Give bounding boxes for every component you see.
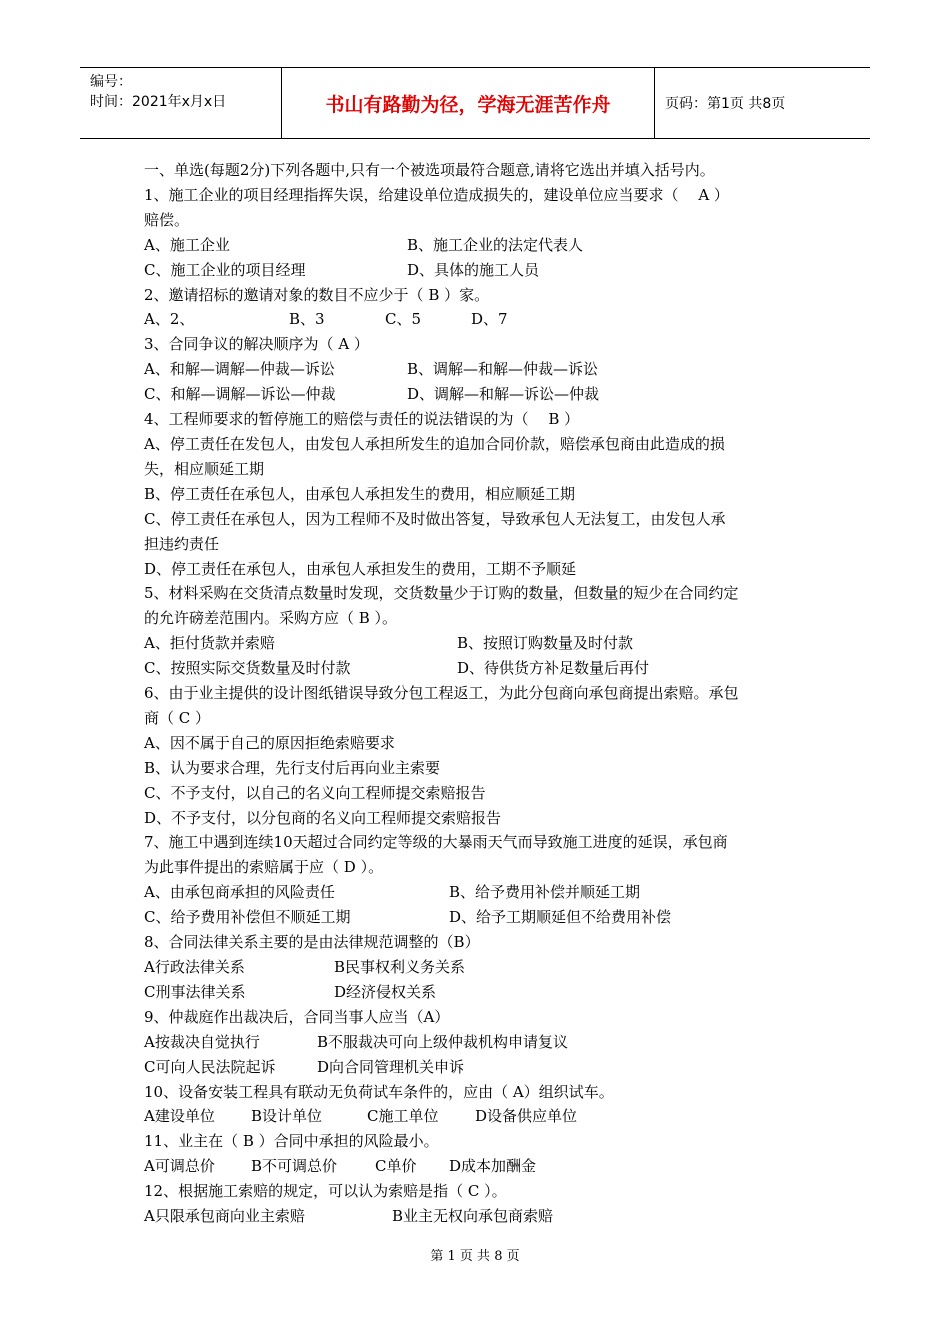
option-item: B、按照订购数量及时付款	[457, 634, 634, 653]
question-line: 一、单选(每题2分)下列各题中,只有一个被选项最符合题意,请将它选出并填入括号内。	[144, 161, 715, 179]
option-row	[144, 382, 810, 407]
option-item: D、7	[471, 310, 508, 329]
question-line: B、认为要求合理，先行支付后再向业主索要	[144, 758, 441, 777]
option-item: D、调解—和解—诉讼—仲裁	[407, 385, 600, 404]
option-item: B设计单位	[251, 1107, 323, 1126]
question-line: C、不予支付，以自己的名义向工程师提交索赔报告	[144, 783, 486, 802]
option-item: A、拒付货款并索赔	[144, 634, 275, 653]
option-item: A建设单位	[144, 1107, 215, 1126]
option-item: B业主无权向承包商索赔	[392, 1207, 554, 1226]
option-item: B民事权利义务关系	[334, 958, 466, 976]
question-line: 3、合同争议的解决顺序为（ A ）	[144, 335, 369, 354]
option-item: B不服裁决可向上级仲裁机构申请复议	[317, 1032, 569, 1051]
question-line: 2、邀请招标的邀请对象的数目不应少于（ B ）家。	[144, 285, 490, 304]
option-row	[144, 631, 810, 656]
option-item: D、给予工期顺延但不给费用补偿	[449, 908, 672, 927]
option-item: C可向人民法院起诉	[144, 1057, 276, 1076]
option-row	[144, 656, 810, 681]
option-item: B、施工企业的法定代表人	[407, 235, 584, 254]
question-line: 担违约责任	[144, 534, 220, 553]
option-item: D向合同管理机关申诉	[317, 1057, 465, 1076]
option-row	[144, 1154, 810, 1179]
question-line: 的允许磅差范围内。采购方应（ B ）。	[144, 609, 398, 628]
option-row	[144, 1055, 810, 1080]
question-line: 4、工程师要求的暂停施工的赔偿与责任的说法错误的为（ B ）	[144, 410, 580, 429]
option-row	[144, 980, 810, 1005]
question-line: B、停工责任在承包人，由承包人承担发生的费用，相应顺延工期	[144, 484, 576, 503]
question-line: 为此事件提出的索赔属于应（ D ）。	[144, 858, 384, 877]
option-row	[144, 955, 810, 980]
question-line: 失，相应顺延工期	[144, 459, 265, 478]
option-item: C施工单位	[367, 1107, 439, 1126]
option-item: C、施工企业的项目经理	[144, 260, 306, 279]
option-item: C刑事法律关系	[144, 982, 246, 1001]
option-item: C、给予费用补偿但不顺延工期	[144, 908, 351, 927]
question-line: 6、由于业主提供的设计图纸错误导致分包工程返工，为此分包商向承包商提出索赔。承包	[144, 684, 739, 703]
option-item: B不可调总价	[251, 1157, 338, 1176]
option-item: A、2、	[144, 310, 195, 329]
option-item: A、施工企业	[144, 235, 230, 254]
question-line: 12、根据施工索赔的规定，可以认为索赔是指（ C ）。	[144, 1182, 507, 1201]
question-line: 5、材料采购在交货清点数量时发现，交货数量少于订购的数量，但数量的短少在合同约定	[144, 584, 739, 603]
option-row	[144, 233, 810, 258]
question-line: 10、设备安装工程具有联动无负荷试车条件的，应由（ A）组织试车。	[144, 1082, 614, 1101]
option-item: D、具体的施工人员	[407, 260, 540, 279]
question-line: D、停工责任在承包人，由承包人承担发生的费用，工期不予顺延	[144, 559, 577, 578]
option-item: A只限承包商向业主索赔	[144, 1207, 305, 1226]
option-row	[144, 357, 810, 382]
option-item: C、5	[385, 310, 422, 329]
option-row	[144, 1104, 810, 1129]
option-item: B、给予费用补偿并顺延工期	[449, 883, 641, 902]
option-item: D经济侵权关系	[334, 982, 437, 1001]
question-line: 1、施工企业的项目经理指挥失误，给建设单位造成损失的，建设单位应当要求（ A ）	[144, 185, 729, 204]
option-item: A按裁决自觉执行	[144, 1032, 260, 1051]
code-label: 编号：	[90, 74, 132, 90]
option-item: B、3	[289, 310, 325, 329]
option-item: C单价	[375, 1157, 417, 1176]
question-line: 9、仲裁庭作出裁决后，合同当事人应当（A）	[144, 1007, 450, 1026]
option-item: D、待供货方补足数量后再付	[457, 659, 650, 678]
document-header	[80, 67, 870, 139]
header-meta-cell	[80, 68, 282, 138]
question-line: C、停工责任在承包人，因为工程师不及时做出答复，导致承包人无法复工，由发包人承	[144, 509, 726, 528]
question-line: 7、施工中遇到连续10天超过合同约定等级的大暴雨天气而导致施工进度的延误，承包商	[144, 833, 728, 852]
option-item: A、和解—调解—仲裁—诉讼	[144, 360, 335, 379]
question-line: A、停工责任在发包人，由发包人承担所发生的追加合同价款，赔偿承包商由此造成的损	[144, 434, 725, 453]
option-row	[144, 1030, 810, 1055]
question-line: A、因不属于自己的原因拒绝索赔要求	[144, 733, 395, 752]
option-row	[144, 880, 810, 905]
question-line: D、不予支付，以分包商的名义向工程师提交索赔报告	[144, 808, 502, 827]
header-motto: 书山有路勤为径，学海无涯苦作舟	[282, 68, 655, 138]
option-item: A、由承包商承担的风险责任	[144, 883, 335, 902]
option-item: A行政法律关系	[144, 958, 245, 976]
header-page-info: 页码：第1页 共8页	[665, 96, 786, 112]
time-label: 时间：2021年x月x日	[90, 94, 227, 110]
option-item: A可调总价	[144, 1157, 215, 1176]
question-line: 11、业主在（ B ）合同中承担的风险最小。	[144, 1132, 439, 1151]
option-item: D成本加酬金	[449, 1157, 537, 1176]
option-item: C、和解—调解—诉讼—仲裁	[144, 385, 336, 404]
page-footer: 第 1 页 共 8 页	[430, 1249, 520, 1264]
option-row	[144, 905, 810, 930]
question-line: 商（ C ）	[144, 708, 211, 727]
question-content	[144, 158, 810, 1229]
option-item: B、调解—和解—仲裁—诉讼	[407, 360, 599, 379]
option-row	[144, 1204, 810, 1229]
question-line: 8、合同法律关系主要的是由法律规范调整的（B）	[144, 933, 480, 952]
option-item: D设备供应单位	[475, 1107, 578, 1126]
option-row	[144, 307, 810, 332]
question-line: 赔偿。	[144, 210, 190, 229]
option-item: C、按照实际交货数量及时付款	[144, 659, 351, 678]
option-row	[144, 258, 810, 283]
